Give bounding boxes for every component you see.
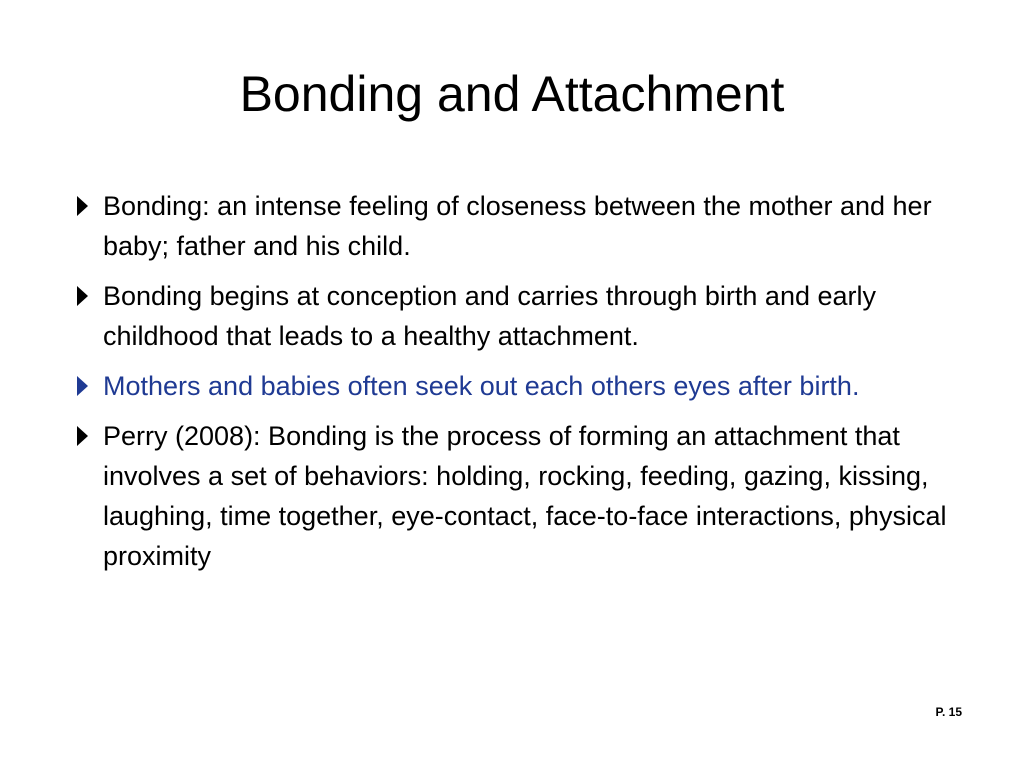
bullet-item <box>72 416 972 576</box>
bullet-text: Perry (2008): Bonding is the process of forming an attachment that involves a set of behaviors: holding, rocking, feeding, gazing, kissing, laughing, time together, eye-contact, face-to-face interactions, physical proximity <box>103 421 947 571</box>
triangle-bullet-icon <box>77 286 88 306</box>
bullet-list <box>72 186 972 586</box>
slide-title: Bonding and Attachment <box>239 66 785 122</box>
page-number: P. 15 <box>935 705 962 719</box>
triangle-bullet-icon <box>77 196 88 216</box>
triangle-bullet-icon <box>77 376 88 396</box>
bullet-item-highlighted <box>72 366 972 406</box>
triangle-bullet-icon <box>77 426 88 446</box>
bullet-text: Bonding begins at conception and carries through birth and early childhood that leads to a healthy attachment. <box>103 281 877 351</box>
bullet-text: Mothers and babies often seek out each others eyes after birth. <box>103 371 860 401</box>
bullet-text: Bonding: an intense feeling of closeness between the mother and her baby; father and his child. <box>103 191 932 261</box>
bullet-item <box>72 276 972 356</box>
bullet-item <box>72 186 972 266</box>
